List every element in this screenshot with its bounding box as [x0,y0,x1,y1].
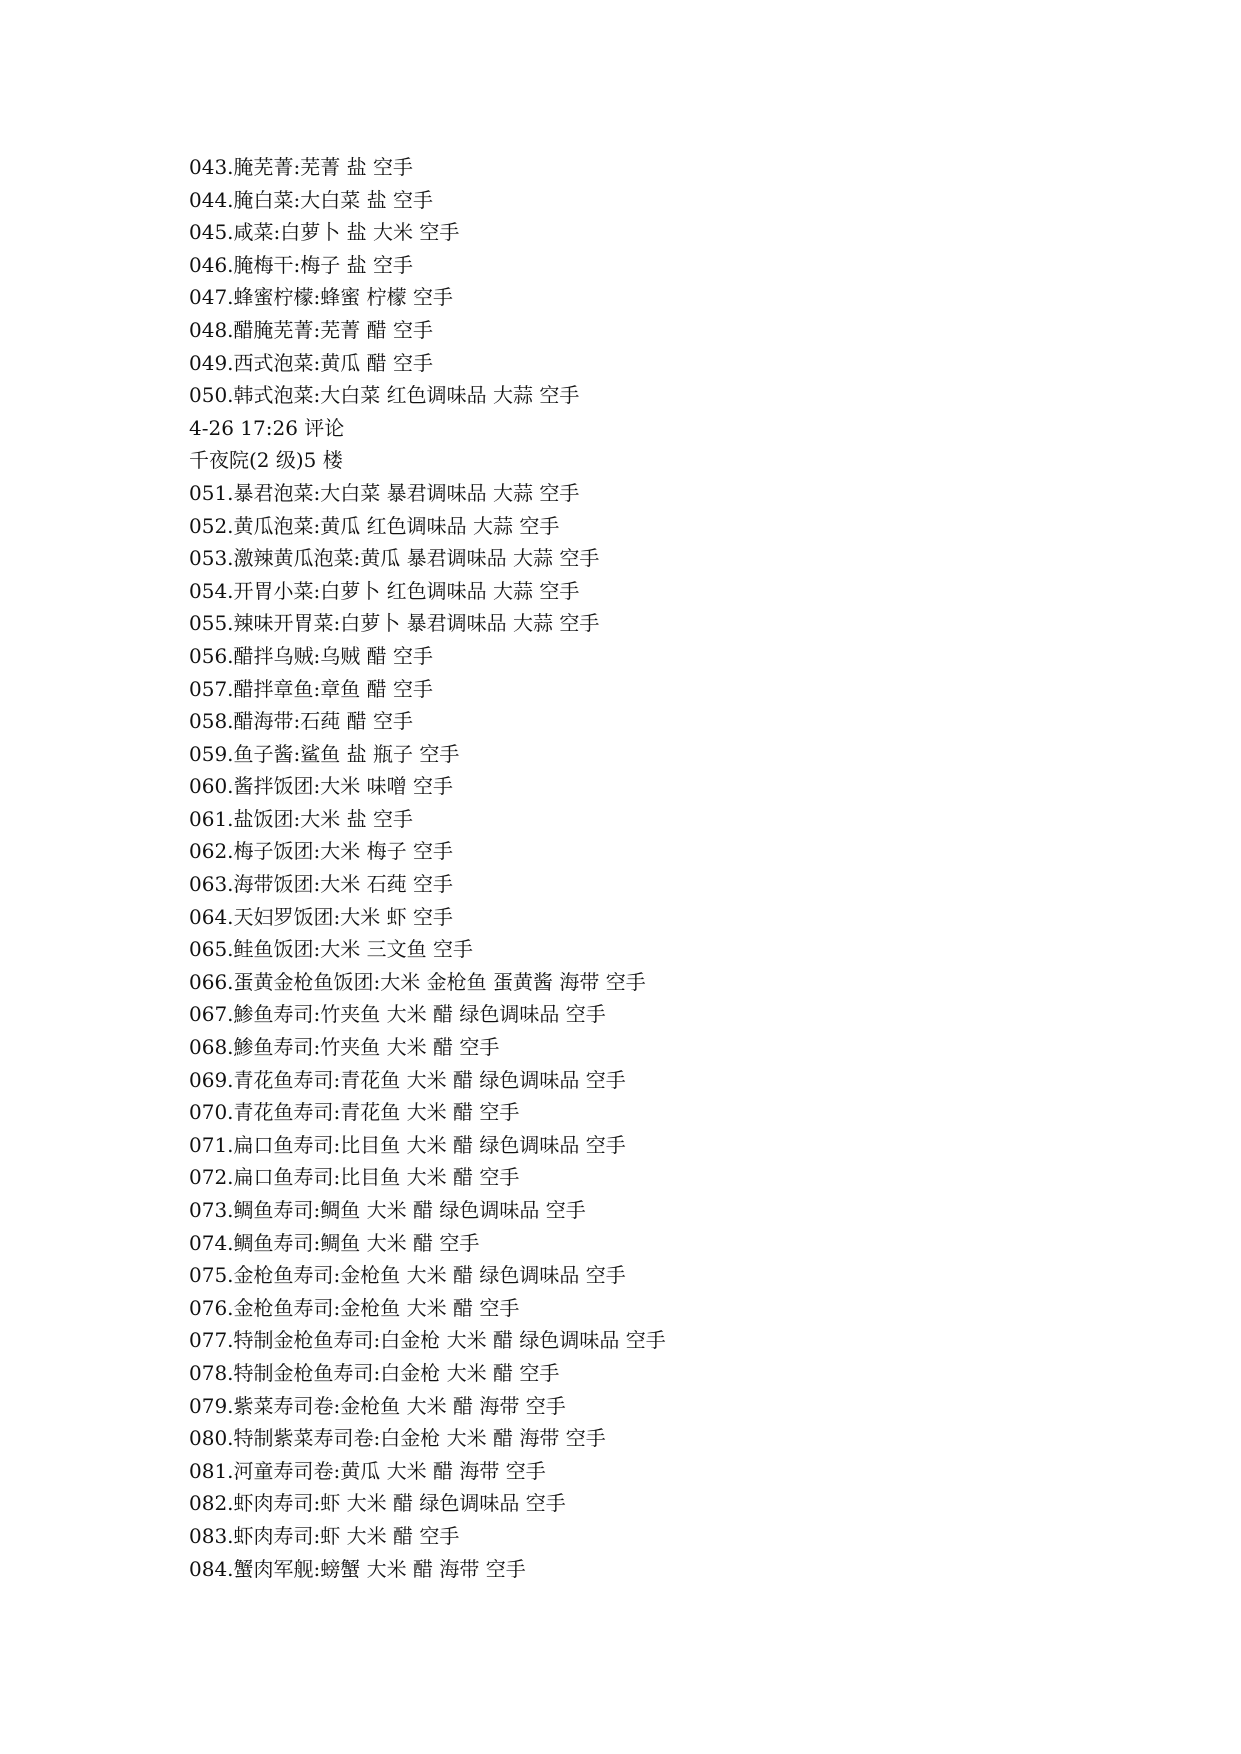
text-line: 079.紫菜寿司卷:金枪鱼 大米 醋 海带 空手 [189,1393,566,1418]
text-line: 058.醋海带:石莼 醋 空手 [189,709,413,734]
text-line: 069.青花鱼寿司:青花鱼 大米 醋 绿色调味品 空手 [189,1067,626,1092]
text-line: 064.天妇罗饭团:大米 虾 空手 [189,904,453,929]
text-line: 072.扁口鱼寿司:比目鱼 大米 醋 空手 [189,1165,520,1190]
text-line: 082.虾肉寿司:虾 大米 醋 绿色调味品 空手 [189,1491,566,1516]
text-line: 062.梅子饭团:大米 梅子 空手 [189,839,453,864]
recipe-list [189,151,1089,1585]
text-line: 075.金枪鱼寿司:金枪鱼 大米 醋 绿色调味品 空手 [189,1263,626,1288]
text-line: 065.鲑鱼饭团:大米 三文鱼 空手 [189,937,473,962]
text-line: 067.鯵鱼寿司:竹夹鱼 大米 醋 绿色调味品 空手 [189,1002,606,1027]
text-line: 047.蜂蜜柠檬:蜂蜜 柠檬 空手 [189,285,453,310]
text-line: 083.虾肉寿司:虾 大米 醋 空手 [189,1523,460,1548]
text-line: 049.西式泡菜:黄瓜 醋 空手 [189,350,433,375]
text-line: 052.黄瓜泡菜:黄瓜 红色调味品 大蒜 空手 [189,513,560,538]
text-line: 051.暴君泡菜:大白菜 暴君调味品 大蒜 空手 [189,480,580,505]
text-line: 077.特制金枪鱼寿司:白金枪 大米 醋 绿色调味品 空手 [189,1328,666,1353]
text-line: 073.鲷鱼寿司:鲷鱼 大米 醋 绿色调味品 空手 [189,1198,586,1222]
text-line: 084.蟹肉军舰:螃蟹 大米 醋 海带 空手 [189,1556,526,1581]
text-line: 061.盐饭团:大米 盐 空手 [189,806,413,831]
text-line: 044.腌白菜:大白菜 盐 空手 [189,187,433,212]
text-line: 068.鯵鱼寿司:竹夹鱼 大米 醋 空手 [189,1035,500,1060]
text-line: 071.扁口鱼寿司:比目鱼 大米 醋 绿色调味品 空手 [189,1132,626,1157]
text-line: 054.开胃小菜:白萝卜 红色调味品 大蒜 空手 [189,578,580,603]
post-timestamp-comment: 4-26 17:26 评论 [189,415,345,440]
text-line: 053.激辣黄瓜泡菜:黄瓜 暴君调味品 大蒜 空手 [189,546,600,571]
text-line: 045.咸菜:白萝卜 盐 大米 空手 [189,220,460,245]
text-line: 060.酱拌饭团:大米 味噌 空手 [189,774,453,799]
text-line: 050.韩式泡菜:大白菜 红色调味品 大蒜 空手 [189,383,580,408]
text-line: 063.海带饭团:大米 石莼 空手 [189,872,453,897]
text-line: 048.醋腌芜菁:芜菁 醋 空手 [189,317,433,342]
text-line: 080.特制紫菜寿司卷:白金枪 大米 醋 海带 空手 [189,1426,606,1451]
text-line: 056.醋拌乌贼:乌贼 醋 空手 [189,643,433,668]
text-line: 081.河童寿司卷:黄瓜 大米 醋 海带 空手 [189,1458,546,1483]
text-line: 070.青花鱼寿司:青花鱼 大米 醋 空手 [189,1100,520,1125]
text-line: 057.醋拌章鱼:章鱼 醋 空手 [189,676,433,701]
text-line: 078.特制金枪鱼寿司:白金枪 大米 醋 空手 [189,1360,560,1385]
text-line: 043.腌芜菁:芜菁 盐 空手 [189,155,413,179]
text-line: 046.腌梅干:梅子 盐 空手 [189,252,413,277]
text-line: 059.鱼子酱:鲨鱼 盐 瓶子 空手 [189,741,460,766]
text-line: 074.鲷鱼寿司:鲷鱼 大米 醋 空手 [189,1230,480,1255]
text-line: 076.金枪鱼寿司:金枪鱼 大米 醋 空手 [189,1295,520,1320]
post-author-floor: 千夜院(2 级)5 楼 [189,448,343,473]
text-line: 066.蛋黄金枪鱼饭团:大米 金枪鱼 蛋黄酱 海带 空手 [189,969,646,994]
text-line: 055.辣味开胃菜:白萝卜 暴君调味品 大蒜 空手 [189,611,600,636]
